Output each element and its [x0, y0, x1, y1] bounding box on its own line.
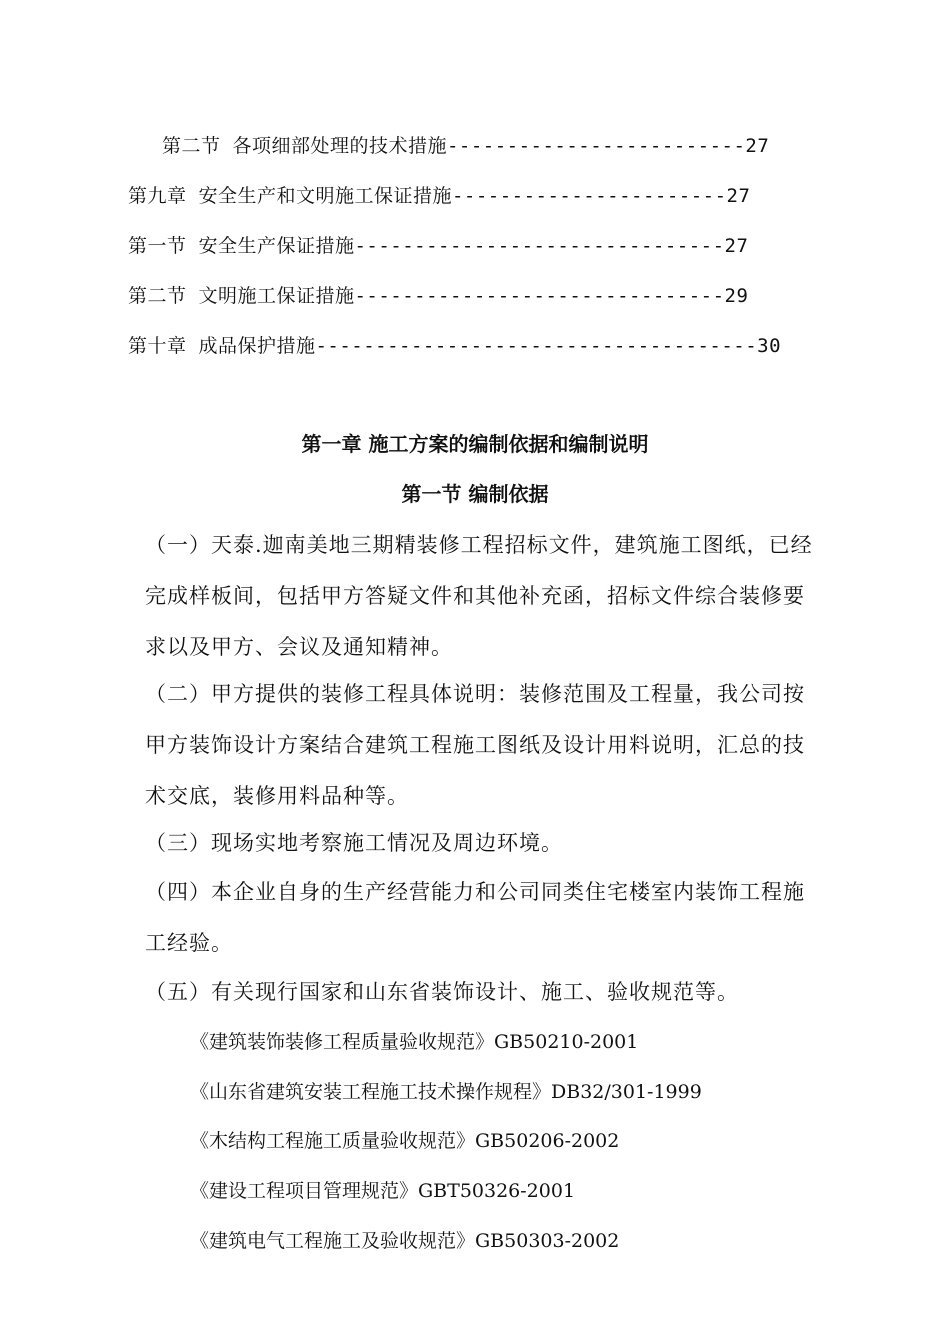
- reference-item: 《建筑装饰装修工程质量验收规范》GB50210-2001: [190, 1031, 639, 1053]
- paragraph: （一）天泰.迦南美地三期精装修工程招标文件，建筑施工图纸，已经完成样板间，包括甲方答疑文件和其他补充函，招标文件综合装修要求以及甲方、会议及通知精神。: [145, 533, 813, 659]
- toc-line: 第二节 文明施工保证措施-------------------------------29: [128, 285, 749, 307]
- toc-line: 第二节 各项细部处理的技术措施-------------------------27: [162, 135, 770, 157]
- toc-line: 第一节 安全生产保证措施-------------------------------27: [128, 235, 749, 257]
- paragraph: （二）甲方提供的装修工程具体说明：装修范围及工程量，我公司按甲方装饰设计方案结合建筑工程施工图纸及设计用料说明，汇总的技术交底，装修用料品种等。: [145, 682, 805, 808]
- paragraph: （五）有关现行国家和山东省装饰设计、施工、验收规范等。: [145, 980, 739, 1004]
- chapter-title: 第一章 施工方案的编制依据和编制说明: [301, 432, 649, 456]
- paragraph: （三）现场实地考察施工情况及周边环境。: [145, 831, 563, 855]
- paragraph: （四）本企业自身的生产经营能力和公司同类住宅楼室内装饰工程施工经验。: [145, 880, 805, 955]
- section-title: 第一节 编制依据: [401, 482, 549, 506]
- reference-item: 《建筑电气工程施工及验收规范》GB50303-2002: [190, 1230, 620, 1252]
- reference-item: 《木结构工程施工质量验收规范》GB50206-2002: [190, 1130, 620, 1152]
- toc-line: 第九章 安全生产和文明施工保证措施-----------------------27: [128, 185, 751, 207]
- reference-item: 《建设工程项目管理规范》GBT50326-2001: [190, 1180, 576, 1202]
- toc-line: 第十章 成品保护措施-------------------------------------30: [128, 335, 782, 357]
- reference-item: 《山东省建筑安装工程施工技术操作规程》DB32/301-1999: [190, 1081, 702, 1103]
